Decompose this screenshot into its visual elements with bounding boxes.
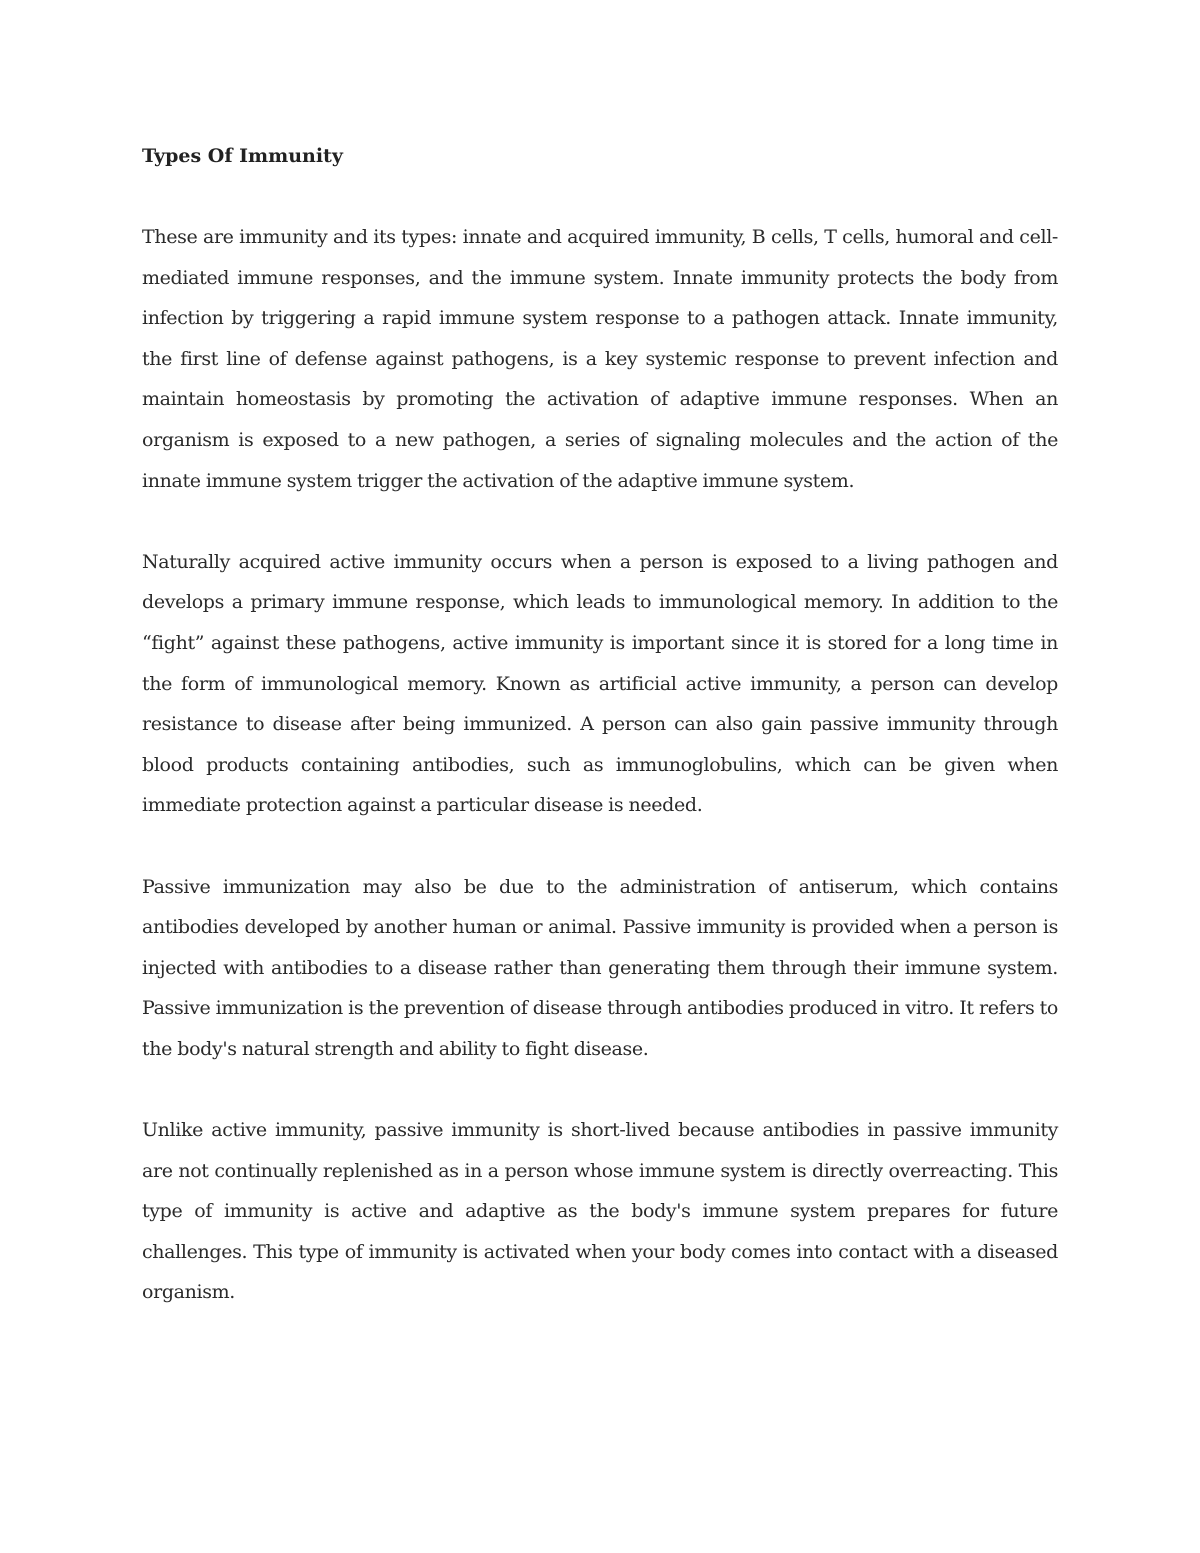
document-body: [142, 136, 1058, 1313]
paragraph-passive-vs-active: Unlike active immunity, passive immunity is short-lived because antibodies in passive immunity are not continually replenished as in a person whose immune system is directly overreacting. This type of immunity is active and adaptive as the body's immune system prepares for future challenges. This type of immunity is activated when your body comes into contact with a diseased organism.: [142, 1119, 1058, 1304]
paragraph-active-immunity: Naturally acquired active immunity occurs when a person is exposed to a living pathogen and develops a primary immune response, which leads to immunological memory. In addition to the “fight” against these pathogens, active immunity is important since it is stored for a long time in the form of immunological memory. Known as artificial active immunity, a person can develop resistance to disease after being immunized. A person can also gain passive immunity through blood products containing antibodies, such as immunoglobulins, which can be given when immediate protection against a particular disease is needed.: [142, 550, 1058, 817]
document-title: Types Of Immunity: [142, 145, 343, 167]
paragraph-innate-immunity: These are immunity and its types: innate and acquired immunity, B cells, T cells, humoral and cell-mediated immune responses, and the immune system. Innate immunity protects the body from infection by triggering a rapid immune system response to a pathogen attack. Innate immunity, the first line of defense against pathogens, is a key systemic response to prevent infection and maintain homeostasis by promoting the activation of adaptive immune responses. When an organism is exposed to a new pathogen, a series of signaling molecules and the action of the innate immune system trigger the activation of the adaptive immune system.: [142, 226, 1058, 492]
paragraph-passive-immunization: Passive immunization may also be due to the administration of antiserum, which contains antibodies developed by another human or animal. Passive immunity is provided when a person is injected with antibodies to a disease rather than generating them through their immune system. Passive immunization is the prevention of disease through antibodies produced in vitro. It refers to the body's natural strength and ability to fight disease.: [142, 875, 1058, 1060]
